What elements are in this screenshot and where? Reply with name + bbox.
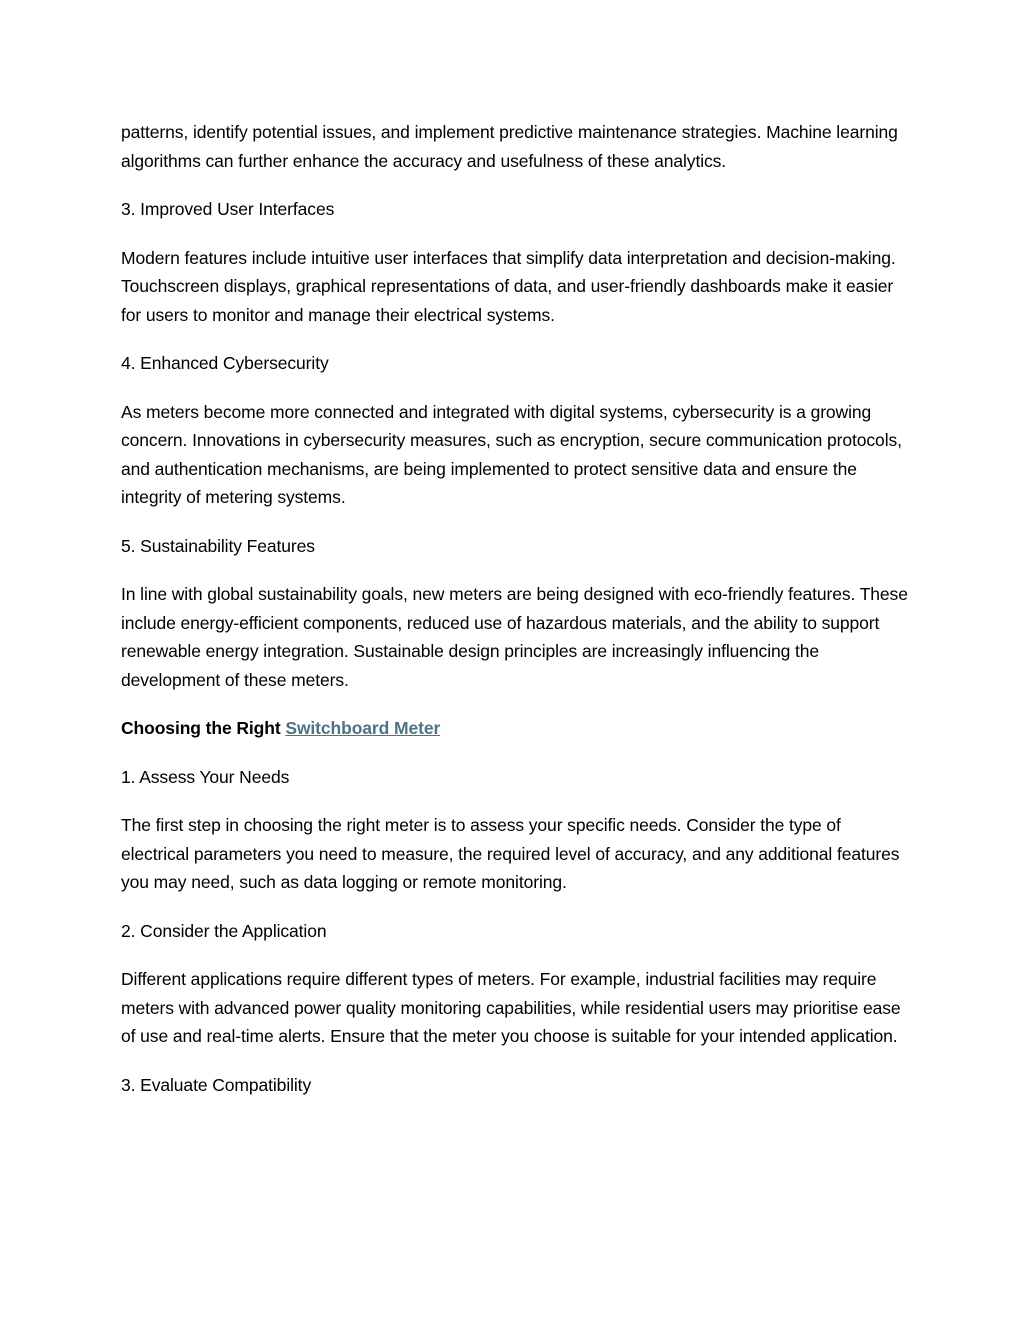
section-heading-choosing bbox=[121, 714, 911, 743]
paragraph-assess-needs: The first step in choosing the right meter is to assess your specific needs. Consider the type of electrical parameters you need to measure, the required level of accuracy, and any additional features you may need, such as data logging or remote monitoring. bbox=[121, 815, 900, 892]
section-heading-prefix: Choosing the Right bbox=[121, 718, 286, 738]
paragraph-user-interfaces: Modern features include intuitive user interfaces that simplify data interpretation and decision-making. Touchscreen displays, graphical representations of data, and user-friendly dashboards make it easier for users to monitor and manage their electrical systems. bbox=[121, 247, 896, 325]
subheading-assess-your-needs: 1. Assess Your Needs bbox=[121, 766, 290, 787]
subheading-evaluate-compatibility: 3. Evaluate Compatibility bbox=[121, 1074, 312, 1095]
subheading-sustainability-features: 5. Sustainability Features bbox=[121, 535, 315, 556]
paragraph-sustainability: In line with global sustainability goals, new meters are being designed with eco-friendly features. These include energy-efficient components, reduced use of hazardous materials, and the ability to support renewable energy integration. Sustainable design principles are increasingly influencing the development of these meters. bbox=[121, 584, 908, 690]
subheading-improved-user-interfaces: 3. Improved User Interfaces bbox=[121, 199, 335, 219]
paragraph-consider-application: Different applications require different types of meters. For example, industrial facilities may require meters with advanced power quality monitoring capabilities, while residential users may prioritise ease of use and real-time alerts. Ensure that the meter you choose is suitable for your intended application. bbox=[121, 969, 901, 1046]
document-body bbox=[121, 118, 911, 1119]
paragraph-cybersecurity: As meters become more connected and integrated with digital systems, cybersecurity is a growing concern. Innovations in cybersecurity measures, such as encryption, secure communication protocols, and authentication mechanisms, are being implemented to protect sensitive data and ensure the integrity of metering systems. bbox=[121, 401, 902, 507]
subheading-consider-application: 2. Consider the Application bbox=[121, 920, 327, 941]
switchboard-meter-link[interactable]: Switchboard Meter bbox=[285, 718, 441, 738]
subheading-enhanced-cybersecurity: 4. Enhanced Cybersecurity bbox=[121, 353, 329, 373]
paragraph-analytics: patterns, identify potential issues, and implement predictive maintenance strategies. Machine learning algorithms can further enhance the accuracy and usefulness of these analytics. bbox=[121, 122, 898, 171]
